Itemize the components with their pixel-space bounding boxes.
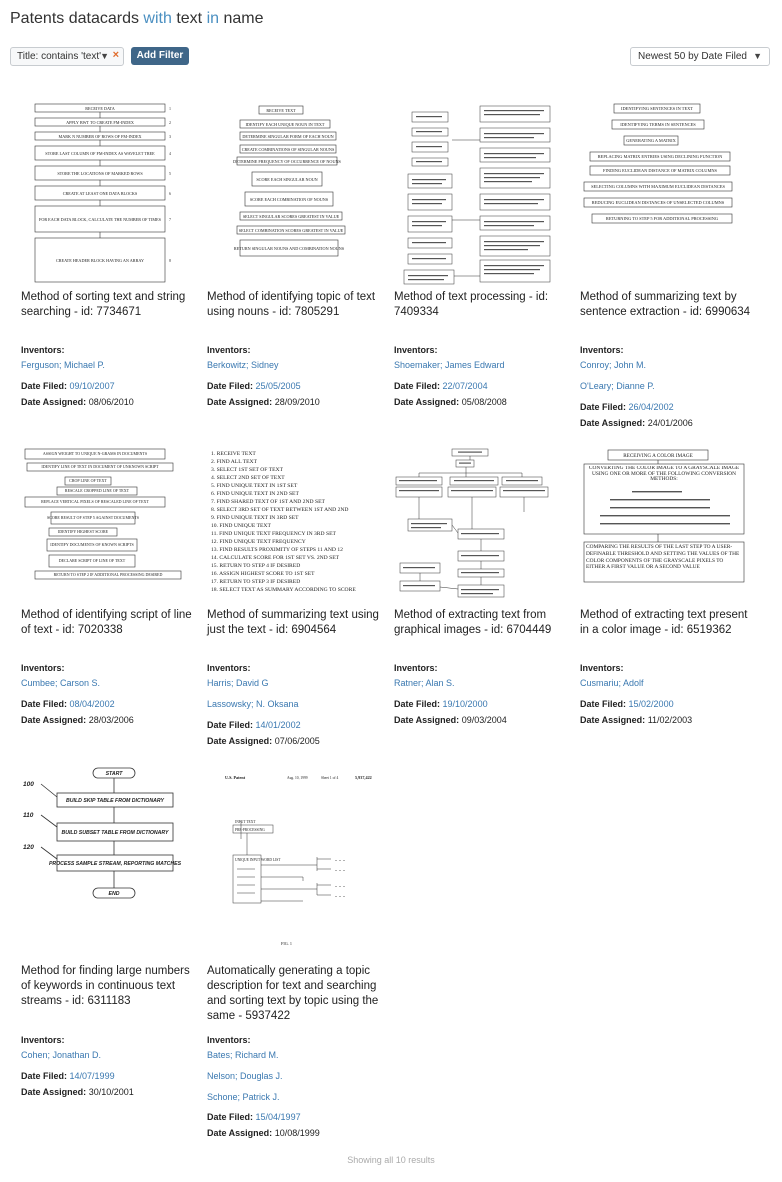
chevron-down-icon: ▼ [753,51,762,61]
date-filed-value[interactable]: 15/04/1997 [255,1112,301,1122]
patent-title-link[interactable]: Method of text processing - id: 7409334 [394,291,549,318]
thumb-text: 12. FIND UNIQUE TEXT FREQUENCY [211,539,306,545]
thumb-text: CREATE HEADER BLOCK HAVING AN ARRAY [55,258,145,263]
thumb-text: FOR EACH DATA BLOCK, CALCULATE THE NUMBER OF TIMES [38,217,162,222]
thumb-text: PROCESS SAMPLE STREAM, REPORTING MATCHES [48,861,182,867]
thumb-text: CONVERTING THE COLOR IMAGE TO A GRAYSCALE IMAGE USING ONE OR MORE OF THE FOLLOWING CONVERSION METHODS: [588,466,740,483]
filter-chip-label: Title: contains 'text' [17,51,102,62]
thumb-text: 11. FIND UNIQUE TEXT FREQUENCY IN 3RD SET [211,531,336,537]
date-assigned-value: 05/08/2008 [461,397,507,407]
thumb-text: GENERATING A MATRIX [626,138,676,143]
thumb-text: 5. FIND UNIQUE TEXT IN 1ST SET [211,483,298,489]
date-assigned-label: Date Assigned: [21,397,87,407]
title-filter-chip[interactable] [10,47,124,66]
date-assigned-value: 28/03/2006 [88,715,134,725]
inventor-link[interactable]: Bates; Richard M. [207,1050,279,1060]
date-filed-value[interactable]: 26/04/2002 [628,402,674,412]
inventors-label: Inventors: [394,345,438,355]
patent-title-link[interactable]: Method of identifying topic of text using nouns - id: 7805291 [207,291,376,318]
thumb-text: CREATE AT LEAST ONE DATA BLOCKS [62,191,138,196]
thumb-text: 8. SELECT 3RD SET OF TEXT BETWEEN 1ST AND 2ND [211,507,349,513]
patent-thumbnail[interactable] [207,100,385,286]
sort-select[interactable] [630,47,770,66]
date-filed-row [21,699,115,709]
inventor-link[interactable]: Harris; David G [207,678,269,688]
thumb-text: REPLACE VERTICAL PIXELS OF RESCALED LINE OF TEXT [41,499,149,504]
date-assigned-row [207,1128,320,1138]
date-assigned-value: 09/03/2004 [461,715,507,725]
thumb-text: SELECTING COLUMNS WITH MAXIMUM EUCLIDEAN DISTANCES [591,184,725,189]
date-filed-row [21,381,115,391]
date-filed-row [207,720,301,730]
patent-thumbnail[interactable] [207,765,385,955]
patent-card [394,447,572,737]
patent-thumbnail[interactable] [580,100,758,286]
patent-card [21,765,199,1105]
chevron-down-icon[interactable]: ▼ [100,51,110,61]
date-filed-value[interactable]: 25/05/2005 [255,381,301,391]
inventor-link[interactable]: Shoemaker; James Edward [394,360,505,370]
date-filed-value[interactable]: 14/07/1999 [69,1071,115,1081]
thumb-text: RESCALE CROPPED LINE OF TEXT [64,488,130,493]
thumb-text: 120 [23,844,34,851]
thumb-text: 9. FIND UNIQUE TEXT IN 3RD SET [211,515,299,521]
date-filed-label: Date Filed: [21,1071,68,1081]
thumb-text: STORE LAST COLUMN OF FM-INDEX AS WAVELET TREE [45,151,155,156]
patent-card [580,100,758,430]
text-list-image [207,447,385,597]
thumb-text: IDENTIFY EACH UNIQUE NOUN IN TEXT [245,122,325,127]
thumb-text: REPLACING MATRIX ENTRIES USING DECLINING FUNCTION [597,154,723,159]
thumb-text: 10. FIND UNIQUE TEXT [211,523,271,529]
svg-text:2: 2 [169,120,171,125]
patent-title-link[interactable]: Automatically generating a topic description for text and searching and sorting text by topic using the same - 5937422 [207,965,379,1022]
date-assigned-row [580,715,692,725]
thumb-text: 4. SELECT 2ND SET OF TEXT [211,475,285,481]
date-assigned-row [580,418,693,428]
inventor-link[interactable]: Ferguson; Michael P. [21,360,105,370]
thumb-text: APPLY BWT TO CREATE FM-INDEX [66,120,134,125]
patent-thumbnail[interactable] [21,765,199,910]
thumb-text: SELECT SINGULAR SCORES GREATEST IN VALUE [242,214,340,219]
inventors-label: Inventors: [21,1035,65,1045]
thumb-text: UNIQUE INPUT WORD LIST [235,858,281,862]
patent-card [207,765,385,1145]
patent-title-link[interactable]: Method of extracting text from graphical images - id: 6704449 [394,609,552,636]
date-assigned-label: Date Assigned: [21,1087,87,1097]
date-assigned-label: Date Assigned: [394,397,460,407]
thumb-text: Sheet 1 of 4 [321,776,339,780]
date-filed-label: Date Filed: [207,720,254,730]
thumb-text: COMPARING THE RESULTS OF THE LAST STEP TO A USER-DEFINABLE THRESHOLD AND SETTING THE VALUES OF THE COLOR COMPONENTS OF THE GRAYSCALE PIXELS TO EITHER A FIRST VALUE OR A SECOND VALUE [586,544,740,571]
date-assigned-row [21,715,134,725]
date-filed-label: Date Filed: [580,402,627,412]
flowchart-image [21,447,199,597]
date-filed-value[interactable]: 09/10/2007 [69,381,115,391]
date-filed-value[interactable]: 22/07/2004 [442,381,488,391]
patent-thumbnail[interactable] [21,100,199,286]
thumb-text: CROP LINE OF TEXT [69,478,107,483]
thumb-text: 100 [23,781,34,788]
thumb-text: ASSIGN WEIGHT TO UNIQUE N-GRAMS IN DOCUMENTS [42,451,148,456]
svg-text:6: 6 [169,191,171,196]
thumb-text: SCORE EACH COMBINATION OF NOUNS [249,197,329,202]
page-title [10,10,264,28]
inventor-link[interactable]: Schone; Patrick J. [207,1092,280,1102]
svg-text:. . .: . . . [335,854,345,863]
patent-title-link[interactable]: Method of summarizing text by sentence extraction - id: 6990634 [580,291,751,318]
thumb-text: END [108,891,120,897]
date-filed-label: Date Filed: [21,699,68,709]
date-filed-label: Date Filed: [207,1112,254,1122]
flowchart-image [580,447,758,597]
thumb-text: SCORE EACH SINGULAR NOUN [256,177,318,182]
patent-card [21,100,199,420]
date-filed-value[interactable]: 08/04/2002 [69,699,115,709]
date-filed-value[interactable]: 19/10/2000 [442,699,488,709]
thumb-text: IDENTIFYING TERMS IN SENTENCES [620,122,696,127]
patent-title-link[interactable]: Method of extracting text present in a color image - id: 6519362 [580,609,748,636]
patent-card [21,447,199,737]
flowchart-image [21,100,199,286]
svg-text:1: 1 [169,106,171,111]
inventor-link[interactable]: Conroy; John M. [580,360,647,370]
thumb-text: 16. ASSIGN HIGHEST SCORE TO 1ST SET [211,571,315,577]
thumb-text: RECEIVE TEXT [266,108,296,113]
thumb-text: 14. CALCULATE SCORE FOR 1ST SET VS. 2ND SET [211,555,340,561]
thumb-text: Aug. 10, 1999 [287,776,308,780]
thumb-text: DETERMINE FREQUENCY OF OCCURRENCE OF NOUNS [233,159,341,164]
inventors-label: Inventors: [580,345,624,355]
inventors-label: Inventors: [207,345,251,355]
patent-title-link[interactable]: Method of sorting text and string searching - id: 7734671 [21,291,186,318]
thumb-text: IDENTIFY DOCUMENTS OF KNOWN SCRIPTS [50,542,134,547]
thumb-text: 18. SELECT TEXT AS SUMMARY ACCORDING TO SCORE [211,587,356,593]
flowchart-image [21,765,199,910]
thumb-text: 3. SELECT 1ST SET OF TEXT [211,467,284,473]
patent-title-link[interactable]: Method for finding large numbers of keywords in continuous text streams - id: 6311183 [21,965,190,1007]
thumb-text: 110 [23,812,34,819]
svg-text:. . .: . . . [335,880,345,889]
patent-thumbnail[interactable] [21,447,199,597]
patent-card [394,100,572,420]
patent-card [207,447,385,757]
sort-select-label: Newest 50 by Date Filed [638,51,747,62]
svg-text:. . .: . . . [335,890,345,899]
date-assigned-label: Date Assigned: [207,736,273,746]
patent-thumbnail[interactable] [394,447,572,602]
date-assigned-label: Date Assigned: [580,715,646,725]
results-count: Showing all 10 results [347,1155,435,1165]
thumb-text: 7. FIND SHARED TEXT OF 1ST AND 2ND SET [211,499,325,505]
date-assigned-label: Date Assigned: [21,715,87,725]
thumb-text: 13. FIND RESULTS PROXIMITY OF STEPS 11 AND 12 [211,547,343,553]
svg-text:4: 4 [169,151,171,156]
date-filed-label: Date Filed: [394,699,441,709]
date-filed-label: Date Filed: [394,381,441,391]
inventor-link[interactable]: Cohen; Jonathan D. [21,1050,102,1060]
thumb-text: 5,937,422 [355,775,372,780]
date-assigned-row [21,397,134,407]
svg-text:7: 7 [169,217,171,222]
inventors-label: Inventors: [394,663,438,673]
inventor-link[interactable]: Berkowitz; Sidney [207,360,279,370]
patent-drawing-image [207,765,385,955]
date-filed-row [207,1112,301,1122]
svg-text:. . .: . . . [335,864,345,873]
date-assigned-label: Date Assigned: [580,418,646,428]
inventor-link[interactable]: Ratner; Alan S. [394,678,455,688]
thumb-text: REDUCING EUCLIDEAN DISTANCES OF UNSELECTED COLUMNS [591,200,725,205]
inventor-link[interactable]: Cumbee; Carson S. [21,678,101,688]
date-filed-value[interactable]: 14/01/2002 [255,720,301,730]
inventor-link[interactable]: Nelson; Douglas J. [207,1071,283,1081]
date-assigned-value: 08/06/2010 [88,397,134,407]
thumb-text: BUILD SKIP TABLE FROM DICTIONARY [66,798,164,804]
thumb-text: IDENTIFY LINE OF TEXT IN DOCUMENT OF UNKNOWN SCRIPT [41,464,159,469]
close-icon[interactable]: × [112,49,120,61]
thumb-text: 2. FIND ALL TEXT [211,459,257,465]
patent-title-link[interactable]: Method of identifying script of line of text - id: 7020338 [21,609,192,636]
title-part-in: in [206,10,220,27]
date-assigned-value: 28/09/2010 [274,397,320,407]
flowchart-image [580,100,758,286]
add-filter-button[interactable]: Add Filter [131,47,189,65]
thumb-text: START [105,771,123,777]
date-assigned-label: Date Assigned: [207,1128,273,1138]
date-assigned-row [394,715,507,725]
thumb-text: BUILD SUBSET TABLE FROM DICTIONARY [61,830,169,836]
title-part-text: text [176,10,203,27]
thumb-text: 17. RETURN TO STEP 3 IF DESIRED [211,579,301,585]
date-filed-label: Date Filed: [207,381,254,391]
thumb-text: IDENTIFY HIGHEST SCORE [57,529,109,534]
title-part-datacards: Patents datacards [10,10,139,27]
inventor-link[interactable]: Cusmariu; Adolf [580,678,644,688]
date-assigned-row [394,397,507,407]
svg-text:8: 8 [169,258,171,263]
thumb-text: INPUT TEXT [235,820,256,824]
date-filed-row [580,699,674,709]
flowchart-image [207,100,385,286]
svg-text:3: 3 [169,134,171,139]
date-filed-label: Date Filed: [580,699,627,709]
patent-thumbnail[interactable] [207,447,385,597]
thumb-text: MARK N NUMBER OF ROWS OF FM-INDEX [58,134,142,139]
inventor-link[interactable]: O'Leary; Dianne P. [580,381,655,391]
thumb-text: STORE THE LOCATIONS OF MARKED ROWS [57,171,143,176]
date-filed-row [21,1071,115,1081]
thumb-text: FIG. 1 [281,941,292,946]
thumb-text: IDENTIFYING SENTENCES IN TEXT [621,106,693,111]
thumb-text: 1. RECEIVE TEXT [211,451,256,457]
date-assigned-value: 11/02/2003 [647,715,693,725]
date-assigned-value: 24/01/2006 [647,418,693,428]
date-filed-row [394,699,488,709]
inventors-label: Inventors: [21,663,65,673]
date-filed-row [394,381,488,391]
date-assigned-value: 30/10/2001 [88,1087,134,1097]
inventors-label: Inventors: [580,663,624,673]
thumb-text: 15. RETURN TO STEP 4 IF DESIRED [211,563,301,569]
inventor-link[interactable]: Lassowsky; N. Oksana [207,699,299,709]
filter-bar [10,47,770,67]
date-assigned-label: Date Assigned: [207,397,273,407]
date-assigned-label: Date Assigned: [394,715,460,725]
patent-card [580,447,758,737]
thumb-text: SCORE RESULT OF STEP 5 AGAINST DOCUMENTS [46,515,140,520]
date-filed-row [207,381,301,391]
thumb-text: U.S. Patent [225,775,246,780]
thumb-text: FINDING EUCLIDEAN DISTANCE OF MATRIX COLUMNS [603,168,717,173]
thumb-text: SELECT COMBINATION SCORES GREATEST IN VALUE [238,228,344,233]
thumb-text: 6. FIND UNIQUE TEXT IN 2ND SET [211,491,299,497]
thumb-text: RECEIVE DATA [85,106,115,111]
thumb-text: DETERMINE SINGULAR FORM OF EACH NOUN [242,134,334,139]
inventors-label: Inventors: [21,345,65,355]
patent-card [207,100,385,420]
date-assigned-value: 07/06/2005 [274,736,320,746]
thumb-text: RETURNING TO STEP 5 FOR ADDITIONAL PROCESSING [605,216,719,221]
thumb-text: PRE-PROCESSING [235,828,265,832]
title-part-name: name [223,10,264,27]
svg-text:5: 5 [169,171,171,176]
thumb-text: RECEIVING A COLOR IMAGE [623,453,693,459]
thumb-text: RETURN SINGULAR NOUNS AND COMBINATION NOUNS [233,246,345,251]
date-filed-row [580,402,674,412]
patent-thumbnail[interactable] [394,100,572,286]
title-part-with: with [143,10,172,27]
inventors-label: Inventors: [207,1035,251,1045]
date-assigned-row [207,397,320,407]
date-assigned-row [21,1087,134,1097]
flowchart-image [394,100,572,286]
date-filed-label: Date Filed: [21,381,68,391]
thumb-text: CREATE COMBINATIONS OF SINGULAR NOUNS [241,147,335,152]
inventors-label: Inventors: [207,663,251,673]
block-diagram-image [394,447,572,602]
date-filed-value[interactable]: 15/02/2000 [628,699,674,709]
date-assigned-row [207,736,320,746]
thumb-text: RETURN TO STEP 2 IF ADDITIONAL PROCESSING DESIRED [53,572,163,577]
patent-thumbnail[interactable] [580,447,758,597]
patent-title-link[interactable]: Method of summarizing text using just the text - id: 6904564 [207,609,379,636]
thumb-text: DECLARE SCRIPT OF LINE OF TEXT [58,558,126,563]
date-assigned-value: 10/08/1999 [274,1128,320,1138]
